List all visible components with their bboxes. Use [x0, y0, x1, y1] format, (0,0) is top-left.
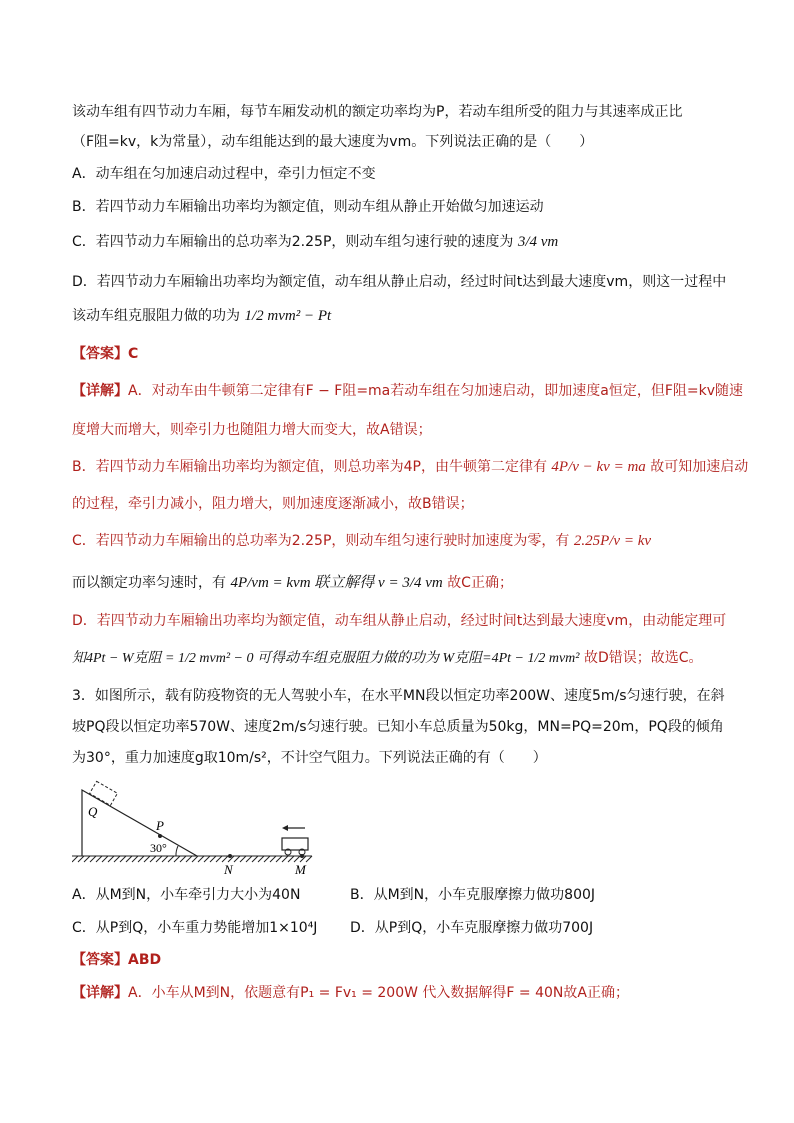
q3-detail-a	[72, 983, 629, 1003]
label-p: P	[156, 818, 164, 833]
q2-detail-b-text2: 故可知加速启动	[650, 459, 749, 475]
q2-option-d-line1: D．若四节动力车厢输出功率均为额定值，动车组从静止启动，经过时间t达到最大速度vm，则这一过程中	[72, 274, 727, 290]
hatch-mark	[210, 856, 216, 862]
q2-detail-d-formula: 知4Pt − W克阻 = 1/2 mvm² − 0 可得动车组克服阻力做的功为 W克阻=4Pt − 1/2 mvm²	[72, 651, 580, 666]
hatch-mark	[84, 856, 90, 862]
hatch-mark	[234, 856, 240, 862]
q3-option-c: C．从P到Q，小车重力势能增加1×10⁴J	[72, 920, 318, 936]
label-angle: 30°	[150, 841, 167, 855]
q2-answer	[72, 344, 138, 364]
q3-stem-line2: 坡PQ段以恒定功率570W、速度2m/s匀速行驶。已知小车总质量为50kg，MN=PQ=20m，PQ段的倾角	[72, 719, 724, 735]
hatch-mark	[72, 856, 78, 862]
q2-option-d-line2	[72, 306, 331, 326]
q2-detail-b-line1	[72, 457, 748, 477]
hatch-mark	[204, 856, 210, 862]
q2-answer-label: 【答案】	[72, 346, 128, 362]
q3-stem-line3: 为30°，重力加速度g取10m/s²，不计空气阻力。下列说法正确的有（ ）	[72, 750, 547, 766]
point-p	[158, 834, 162, 838]
q3-answer-value: ABD	[128, 952, 162, 968]
ground-hatching	[72, 856, 312, 862]
hatch-mark	[186, 856, 192, 862]
q3-incline-figure	[72, 770, 332, 880]
q2-stem-line2: （F阻=kv，k为常量），动车组能达到的最大速度为vm。下列说法正确的是（ ）	[72, 134, 594, 150]
hatch-mark	[252, 856, 258, 862]
hatch-mark	[174, 856, 180, 862]
hatch-mark	[288, 856, 294, 862]
hatch-mark	[198, 856, 204, 862]
q2-detail-c-text2: 而以额定功率匀速时，有	[72, 575, 226, 591]
label-q: Q	[88, 804, 98, 819]
hatch-mark	[216, 856, 222, 862]
q2-option-c-text: C．若四节动力车厢输出的总功率为2.25P，则动车组匀速行驶的速度为	[72, 234, 514, 250]
q2-detail-b-line2: 的过程，牵引力减小，阻力增大，则加速度逐渐减小，故B错误；	[72, 496, 474, 512]
q2-detail-d-line1: D．若四节动力车厢输出功率均为额定值，动车组从静止启动，经过时间t达到最大速度vm，由动能定理可	[72, 613, 727, 629]
q2-option-b: B．若四节动力车厢输出功率均为额定值，则动车组从静止开始做匀加速运动	[72, 199, 544, 215]
incline-outline	[82, 790, 197, 856]
q2-stem-line1: 该动车组有四节动力车厢，每节车厢发动机的额定功率均为P，若动车组所受的阻力与其速率成正比	[72, 104, 683, 120]
q2-detail-d-line2	[72, 648, 703, 669]
q2-detail-c-formula2: 4P/vm = kvm 联立解得 v = 3/4 vm	[230, 575, 443, 591]
q2-option-d-text: 该动车组克服阻力做的功为	[72, 308, 240, 324]
q2-detail-d-text: 故D错误；故选C。	[583, 650, 703, 666]
hatch-mark	[180, 856, 186, 862]
hatch-mark	[264, 856, 270, 862]
cart-body	[282, 838, 308, 850]
q2-detail-b-formula: 4P/v − kv = ma	[551, 459, 646, 475]
hatch-mark	[108, 856, 114, 862]
cart-box-dashed	[90, 781, 118, 805]
hatch-mark	[90, 856, 96, 862]
q3-answer-label: 【答案】	[72, 952, 128, 968]
hatch-mark	[150, 856, 156, 862]
q2-detail-b-text1: B．若四节动力车厢输出功率均为额定值，则总功率为4P，由牛顿第二定律有	[72, 459, 547, 475]
q3-option-b: B．从M到N，小车克服摩擦力做功800J	[350, 887, 596, 903]
hatch-marks	[72, 856, 312, 862]
q3-option-a: A．从M到N，小车牵引力大小为40N	[72, 887, 301, 903]
hatch-mark	[156, 856, 162, 862]
hatch-mark	[138, 856, 144, 862]
hatch-mark	[276, 856, 282, 862]
hatch-mark	[246, 856, 252, 862]
q2-detail-c-text3: 故C正确；	[447, 575, 513, 591]
cart-on-ground	[282, 825, 308, 855]
cart-on-incline	[90, 781, 118, 805]
q3-detail-label: 【详解】	[72, 985, 128, 1001]
hatch-mark	[162, 856, 168, 862]
label-m: M	[295, 862, 306, 877]
q2-detail-a-line2: 度增大而增大，则牵引力也随阻力增大而变大，故A错误；	[72, 422, 432, 438]
hatch-mark	[144, 856, 150, 862]
q2-detail-a-line1	[72, 381, 743, 401]
motion-arrow-head	[282, 825, 288, 831]
hatch-mark	[126, 856, 132, 862]
q2-detail-label: 【详解】	[72, 383, 128, 399]
hatch-mark	[258, 856, 264, 862]
hatch-mark	[270, 856, 276, 862]
q2-option-c-formula: 3/4 vm	[517, 234, 559, 250]
q2-option-d-formula: 1/2 mvm² − Pt	[244, 308, 332, 324]
hatch-mark	[132, 856, 138, 862]
hatch-mark	[96, 856, 102, 862]
q2-detail-c-formula1: 2.25P/v = kv	[573, 533, 652, 549]
hatch-mark	[102, 856, 108, 862]
hatch-mark	[306, 856, 312, 862]
hatch-mark	[120, 856, 126, 862]
q2-option-a: A．动车组在匀加速启动过程中，牵引力恒定不变	[72, 166, 376, 182]
q2-detail-c-line2	[72, 573, 513, 593]
q3-option-d: D．从P到Q，小车克服摩擦力做功700J	[350, 920, 594, 936]
label-n: N	[224, 862, 233, 877]
angle-arc	[176, 846, 178, 856]
hatch-mark	[168, 856, 174, 862]
hatch-mark	[114, 856, 120, 862]
hatch-mark	[192, 856, 198, 862]
hatch-mark	[282, 856, 288, 862]
q3-answer	[72, 950, 161, 970]
q2-detail-c-line1	[72, 531, 651, 551]
q2-answer-value: C	[128, 346, 139, 362]
hatch-mark	[240, 856, 246, 862]
point-n	[228, 854, 232, 858]
q2-detail-a-text: A．对动车由牛顿第二定律有F − F阻=ma若动车组在匀加速启动，即加速度a恒定，但F阻=kv随速	[128, 383, 744, 399]
q3-detail-a-text: A．小车从M到N，依题意有P₁ = Fv₁ = 200W 代入数据解得F = 40N故A正确；	[128, 985, 629, 1001]
hatch-mark	[78, 856, 84, 862]
q2-detail-c-text1: C．若四节动力车厢输出的总功率为2.25P，则动车组匀速行驶时加速度为零，有	[72, 533, 570, 549]
q3-stem-line1: 3．如图所示，载有防疫物资的无人驾驶小车，在水平MN段以恒定功率200W、速度5m/s匀速行驶，在斜	[72, 688, 725, 704]
q2-option-c	[72, 232, 558, 252]
